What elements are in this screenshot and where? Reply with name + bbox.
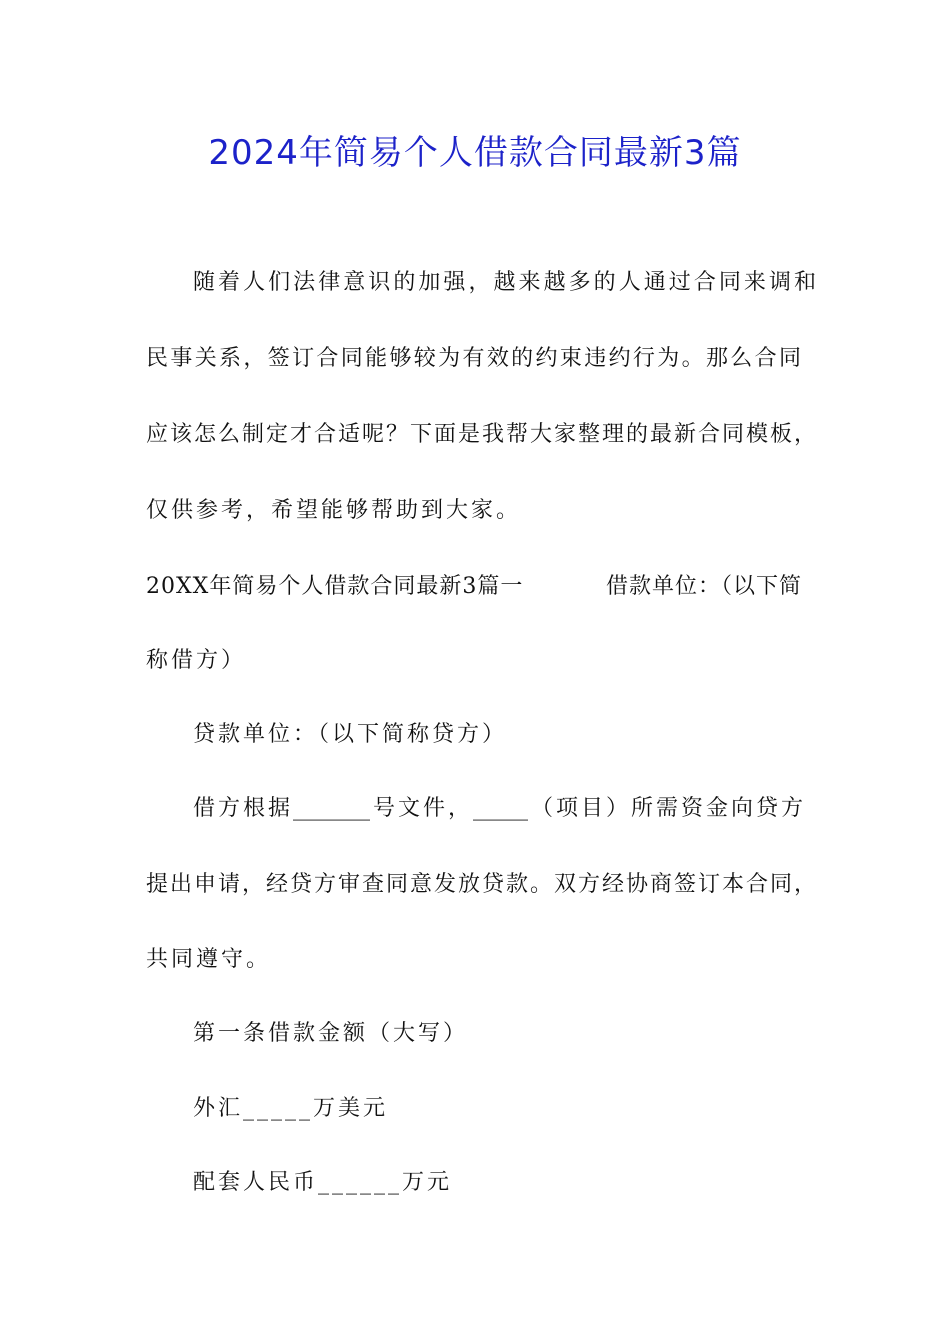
section-heading-row bbox=[146, 570, 802, 604]
lender-line: 贷款单位：（以下简称贷方） bbox=[193, 722, 508, 747]
foreign-currency-line: 外汇_____万美元 bbox=[193, 1096, 389, 1121]
basis-line-1: 借方根据_______号文件，_____（项目）所需资金向贷方 bbox=[193, 796, 803, 821]
basis-line-2: 提出申请，经贷方审查同意发放贷款。双方经协商签订本合同， bbox=[146, 872, 816, 897]
borrower-label: 借款单位：（以下简 bbox=[605, 574, 802, 599]
article1-heading: 第一条借款金额（大写） bbox=[193, 1021, 469, 1046]
document-title: 2024年简易个人借款合同最新3篇 bbox=[208, 133, 742, 173]
intro-line-4: 仅供参考，希望能够帮助到大家。 bbox=[146, 498, 522, 523]
basis-line-3: 共同遵守。 bbox=[146, 947, 272, 972]
intro-line-2: 民事关系，签订合同能够较为有效的约束违约行为。那么合同 bbox=[146, 346, 801, 371]
intro-line-3: 应该怎么制定才合适呢？下面是我帮大家整理的最新合同模板， bbox=[146, 422, 816, 447]
intro-line-1: 随着人们法律意识的加强，越来越多的人通过合同来调和 bbox=[193, 270, 816, 295]
section-heading: 20XX年简易个人借款合同最新3篇一 bbox=[146, 574, 524, 599]
rmb-line: 配套人民币______万元 bbox=[193, 1170, 453, 1195]
borrower-label-cont: 称借方） bbox=[146, 648, 247, 673]
